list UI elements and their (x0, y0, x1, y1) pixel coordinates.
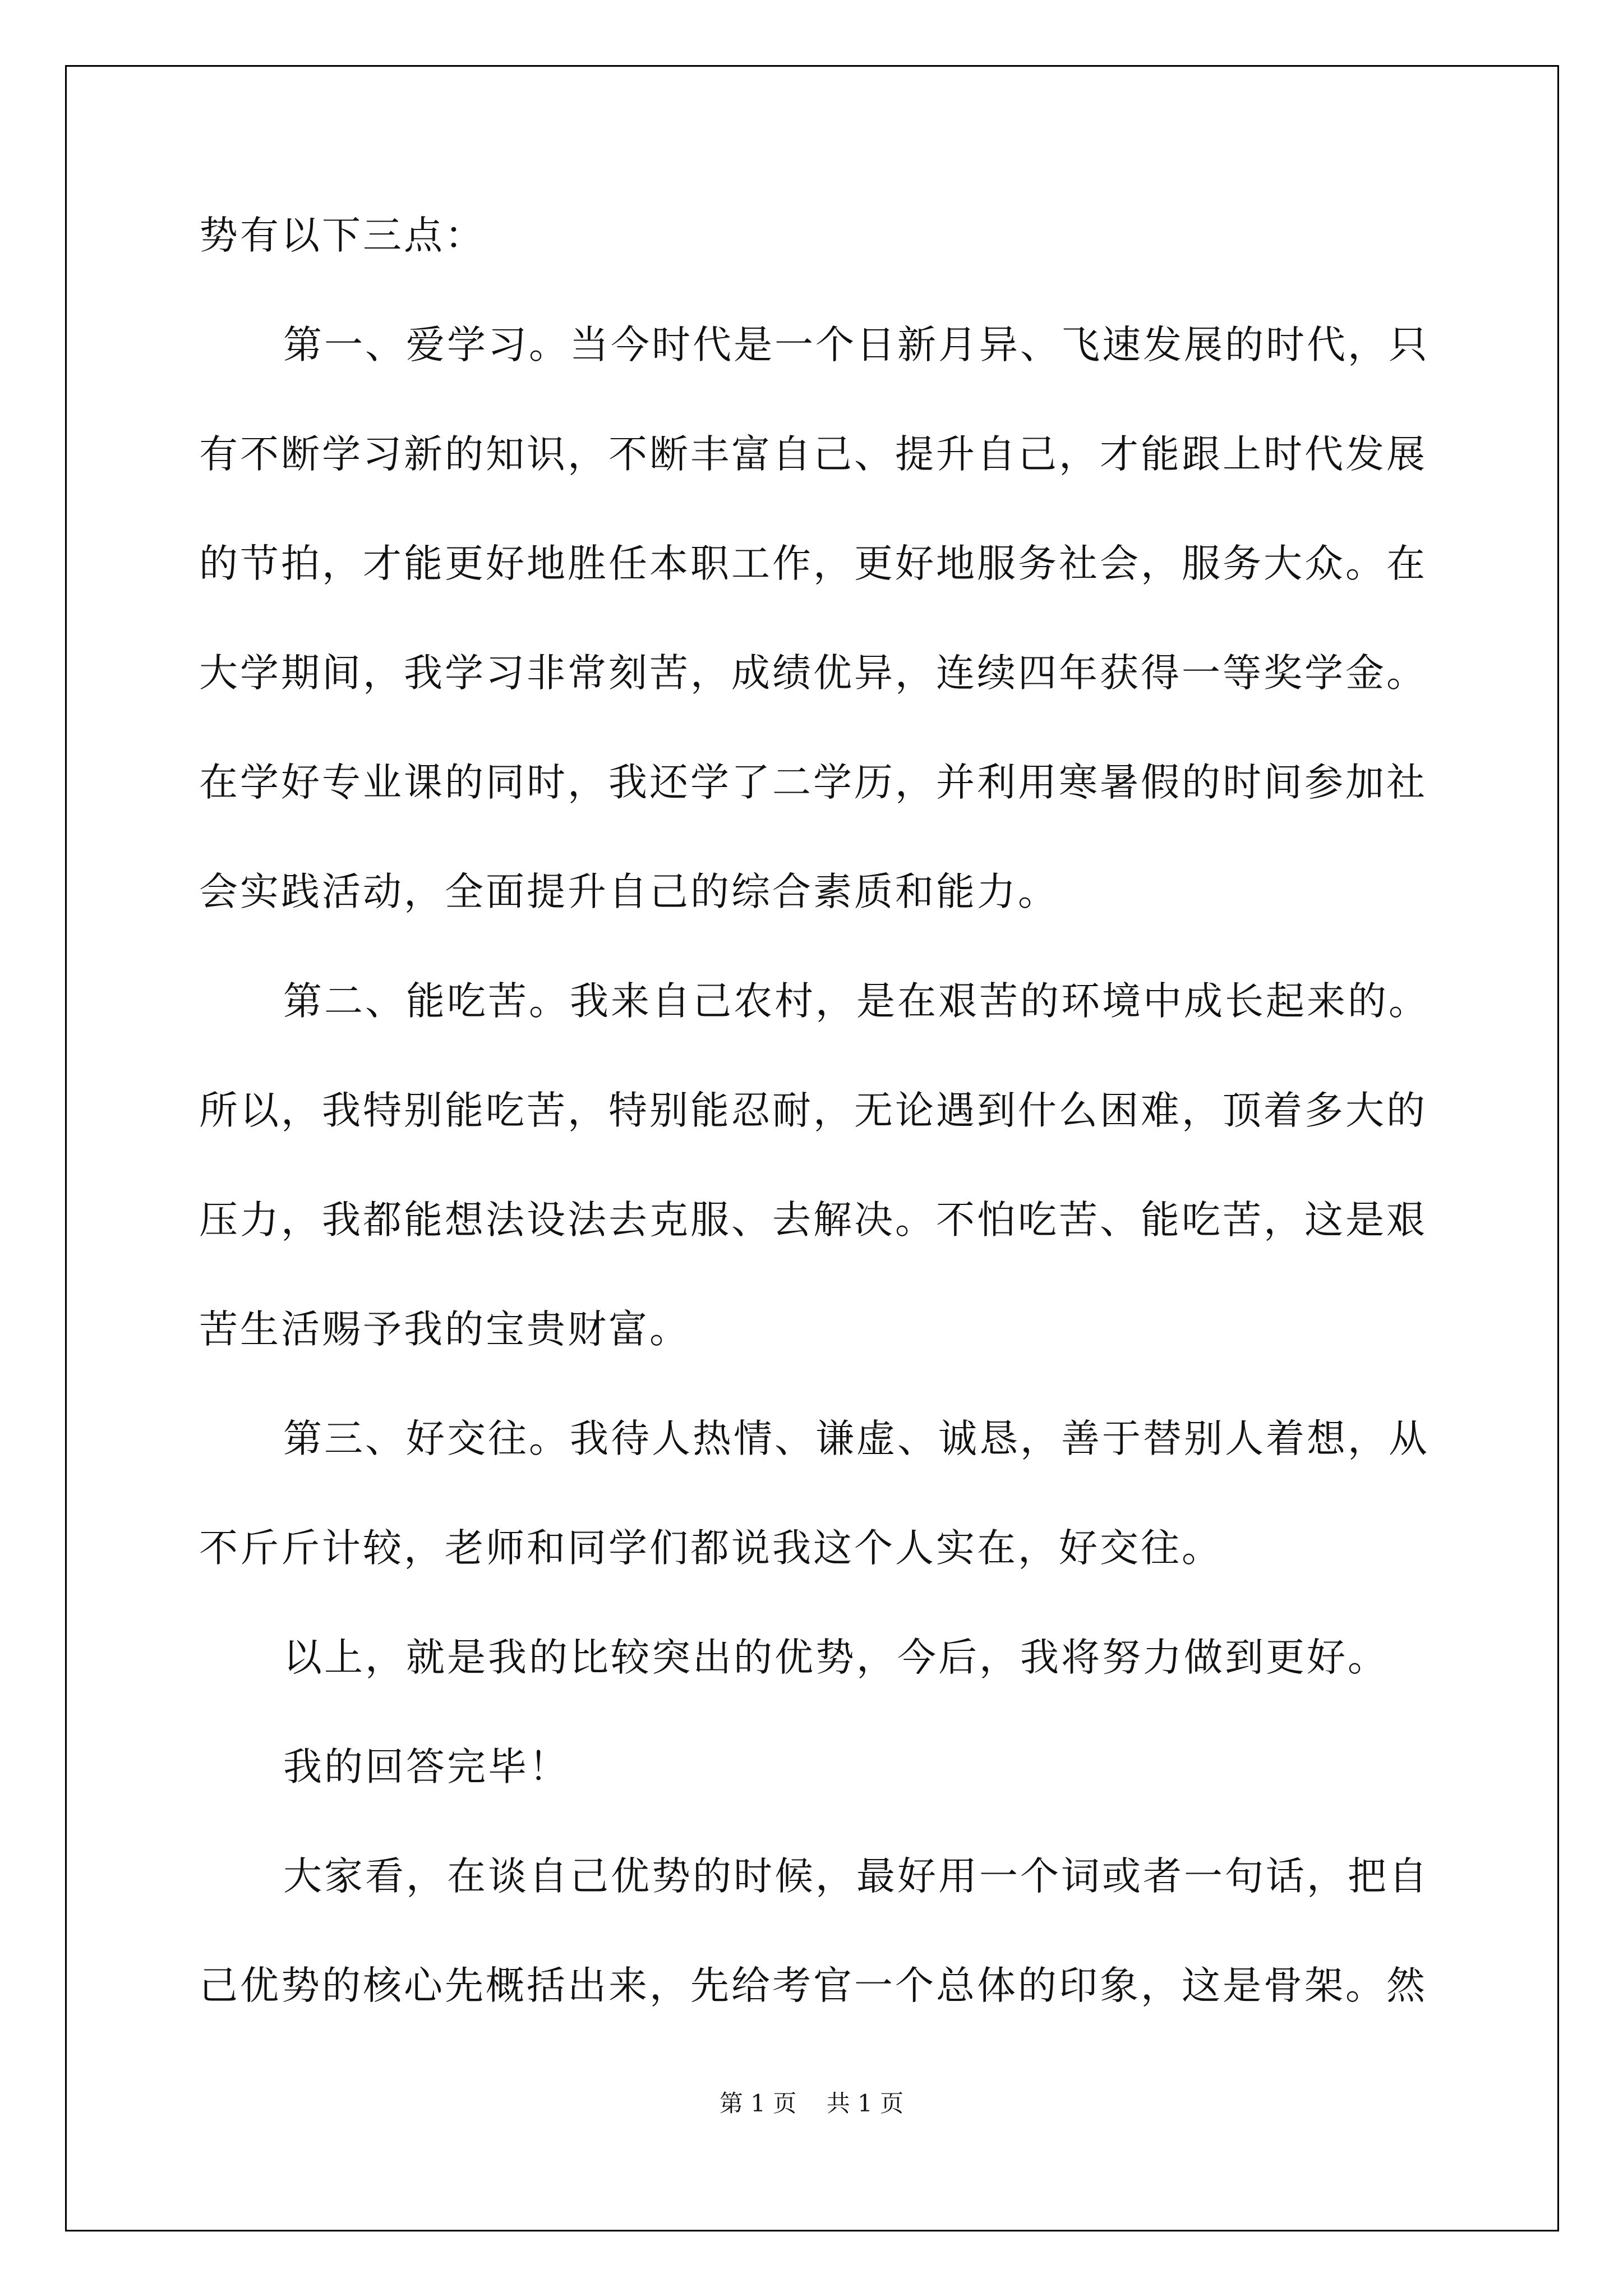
text-line: 己优势的核心先概括出来，先给考官一个总体的印象，这是骨架。然 (199, 1963, 1427, 2008)
text-line: 我的回答完毕！ (283, 1745, 570, 1789)
text-line: 苦生活赐予我的宝贵财富。 (199, 1307, 690, 1352)
text-line: 压力，我都能想法设法去克服、去解决。不怕吃苦、能吃苦，这是艰 (199, 1198, 1427, 1243)
page-border (65, 65, 1559, 2231)
text-line: 以上，就是我的比较突出的优势，今后，我将努力做到更好。 (283, 1635, 1389, 1680)
page-number-footer: 第 1 页 共 1 页 (719, 2090, 904, 2117)
text-line: 第三、好交往。我待人热情、谦虚、诚恳，善于替别人着想，从 (283, 1416, 1430, 1461)
text-line: 第一、爱学习。当今时代是一个日新月异、飞速发展的时代，只 (283, 323, 1430, 367)
text-line: 在学好专业课的同时，我还学了二学历，并利用寒暑假的时间参加社 (199, 760, 1427, 805)
text-line: 会实践活动，全面提升自己的综合素质和能力。 (199, 869, 1059, 914)
text-line: 的节拍，才能更好地胜任本职工作，更好地服务社会，服务大众。在 (199, 541, 1427, 586)
text-line: 不斤斤计较，老师和同学们都说我这个人实在，好交往。 (199, 1526, 1223, 1571)
text-line: 势有以下三点： (199, 213, 486, 258)
text-line: 第二、能吃苦。我来自己农村，是在艰苦的环境中成长起来的。 (283, 979, 1430, 1024)
text-line: 大家看，在谈自己优势的时候，最好用一个词或者一句话，把自 (283, 1854, 1430, 1899)
text-line: 所以，我特别能吃苦，特别能忍耐，无论遇到什么困难，顶着多大的 (199, 1088, 1427, 1133)
text-line: 有不断学习新的知识，不断丰富自己、提升自己，才能跟上时代发展 (199, 432, 1427, 477)
text-line: 大学期间，我学习非常刻苦，成绩优异，连续四年获得一等奖学金。 (199, 651, 1427, 696)
